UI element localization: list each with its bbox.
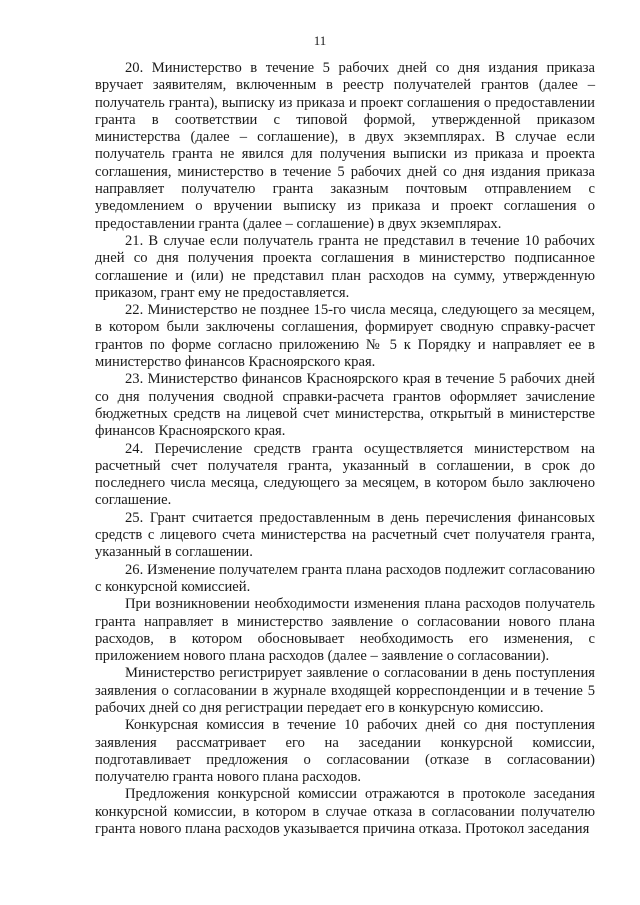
- paragraph-25: 25. Грант считается предоставленным в день перечисления финансовых средств с лицевого счета министерства на расчетный счет получателя гранта, указанный в соглашении.: [95, 509, 595, 561]
- paragraph-26: 26. Изменение получателем гранта плана расходов подлежит согласованию с конкурсной комиссией.: [95, 561, 595, 595]
- paragraph-22: 22. Министерство не позднее 15-го числа месяца, следующего за месяцем, в котором были заключены соглашения, формирует сводную справку-расчет грантов по форме согласно приложению № 5 к Порядку и направляет ее в министерство финансов Красноярского края.: [95, 302, 595, 371]
- paragraph-26-protocol: Предложения конкурсной комиссии отражаются в протоколе заседания конкурсной комиссии, в котором в случае отказа в согласовании получателю гранта нового плана расходов указывается причина отказа. Протокол заседания: [95, 786, 595, 838]
- paragraph-23: 23. Министерство финансов Красноярского края в течение 5 рабочих дней со дня получения сводной справки-расчета грантов оформляет зачисление бюджетных средств на лицевой счет министерства, открытый в министерстве финансов Красноярского края.: [95, 371, 595, 440]
- paragraph-24: 24. Перечисление средств гранта осуществляется министерством на расчетный счет получателя гранта, указанный в соглашении, в срок до последнего числа месяца, следующего за месяцем, в котором было заключено соглашение.: [95, 440, 595, 509]
- paragraph-26-registration: Министерство регистрирует заявление о согласовании в день поступления заявления о согласовании в журнале входящей корреспонденции и в течение 5 рабочих дней со дня регистрации передает его в конкурсную комиссию.: [95, 665, 595, 716]
- page-number: 11: [313, 33, 327, 48]
- paragraph-20: 20. Министерство в течение 5 рабочих дней со дня издания приказа вручает заявителям, включенным в реестр получателей грантов (далее – получатель гранта), выписку из приказа и проект соглашения о предоставлении гранта в соответствии с типовой формой, утвержденной приказом министерства (далее – соглашение), в двух экземплярах. В случае если получатель гранта не явился для получения выписки из приказа и проекта соглашения, министерство в течение 5 рабочих дней со дня издания приказа направляет получателю гранта заказным почтовым отправлением с уведомлением о вручении выписку из приказа и проект соглашения о предоставлении гранта (далее – соглашение) в двух экземплярах.: [95, 60, 595, 232]
- paragraph-21: 21. В случае если получатель гранта не представил в течение 10 рабочих дней со дня получения проекта соглашения в министерство подписанное соглашение и (или) не представил план расходов на сумму, утвержденную приказом, грант ему не предоставляется.: [95, 232, 595, 301]
- paragraph-26-commission-review: Конкурсная комиссия в течение 10 рабочих дней со дня поступления заявления рассматривает его на заседании конкурсной комиссии, подготавливает предложения о согласовании (отказе в согласовании) получателю гранта нового плана расходов.: [95, 717, 595, 786]
- paragraph-26-change-request: При возникновении необходимости изменения плана расходов получатель гранта направляет в министерство заявление о согласовании нового плана расходов, в котором обосновывает необходимость его изменения, с приложением нового плана расходов (далее – заявление о согласовании).: [95, 596, 595, 665]
- body-text: [95, 60, 595, 838]
